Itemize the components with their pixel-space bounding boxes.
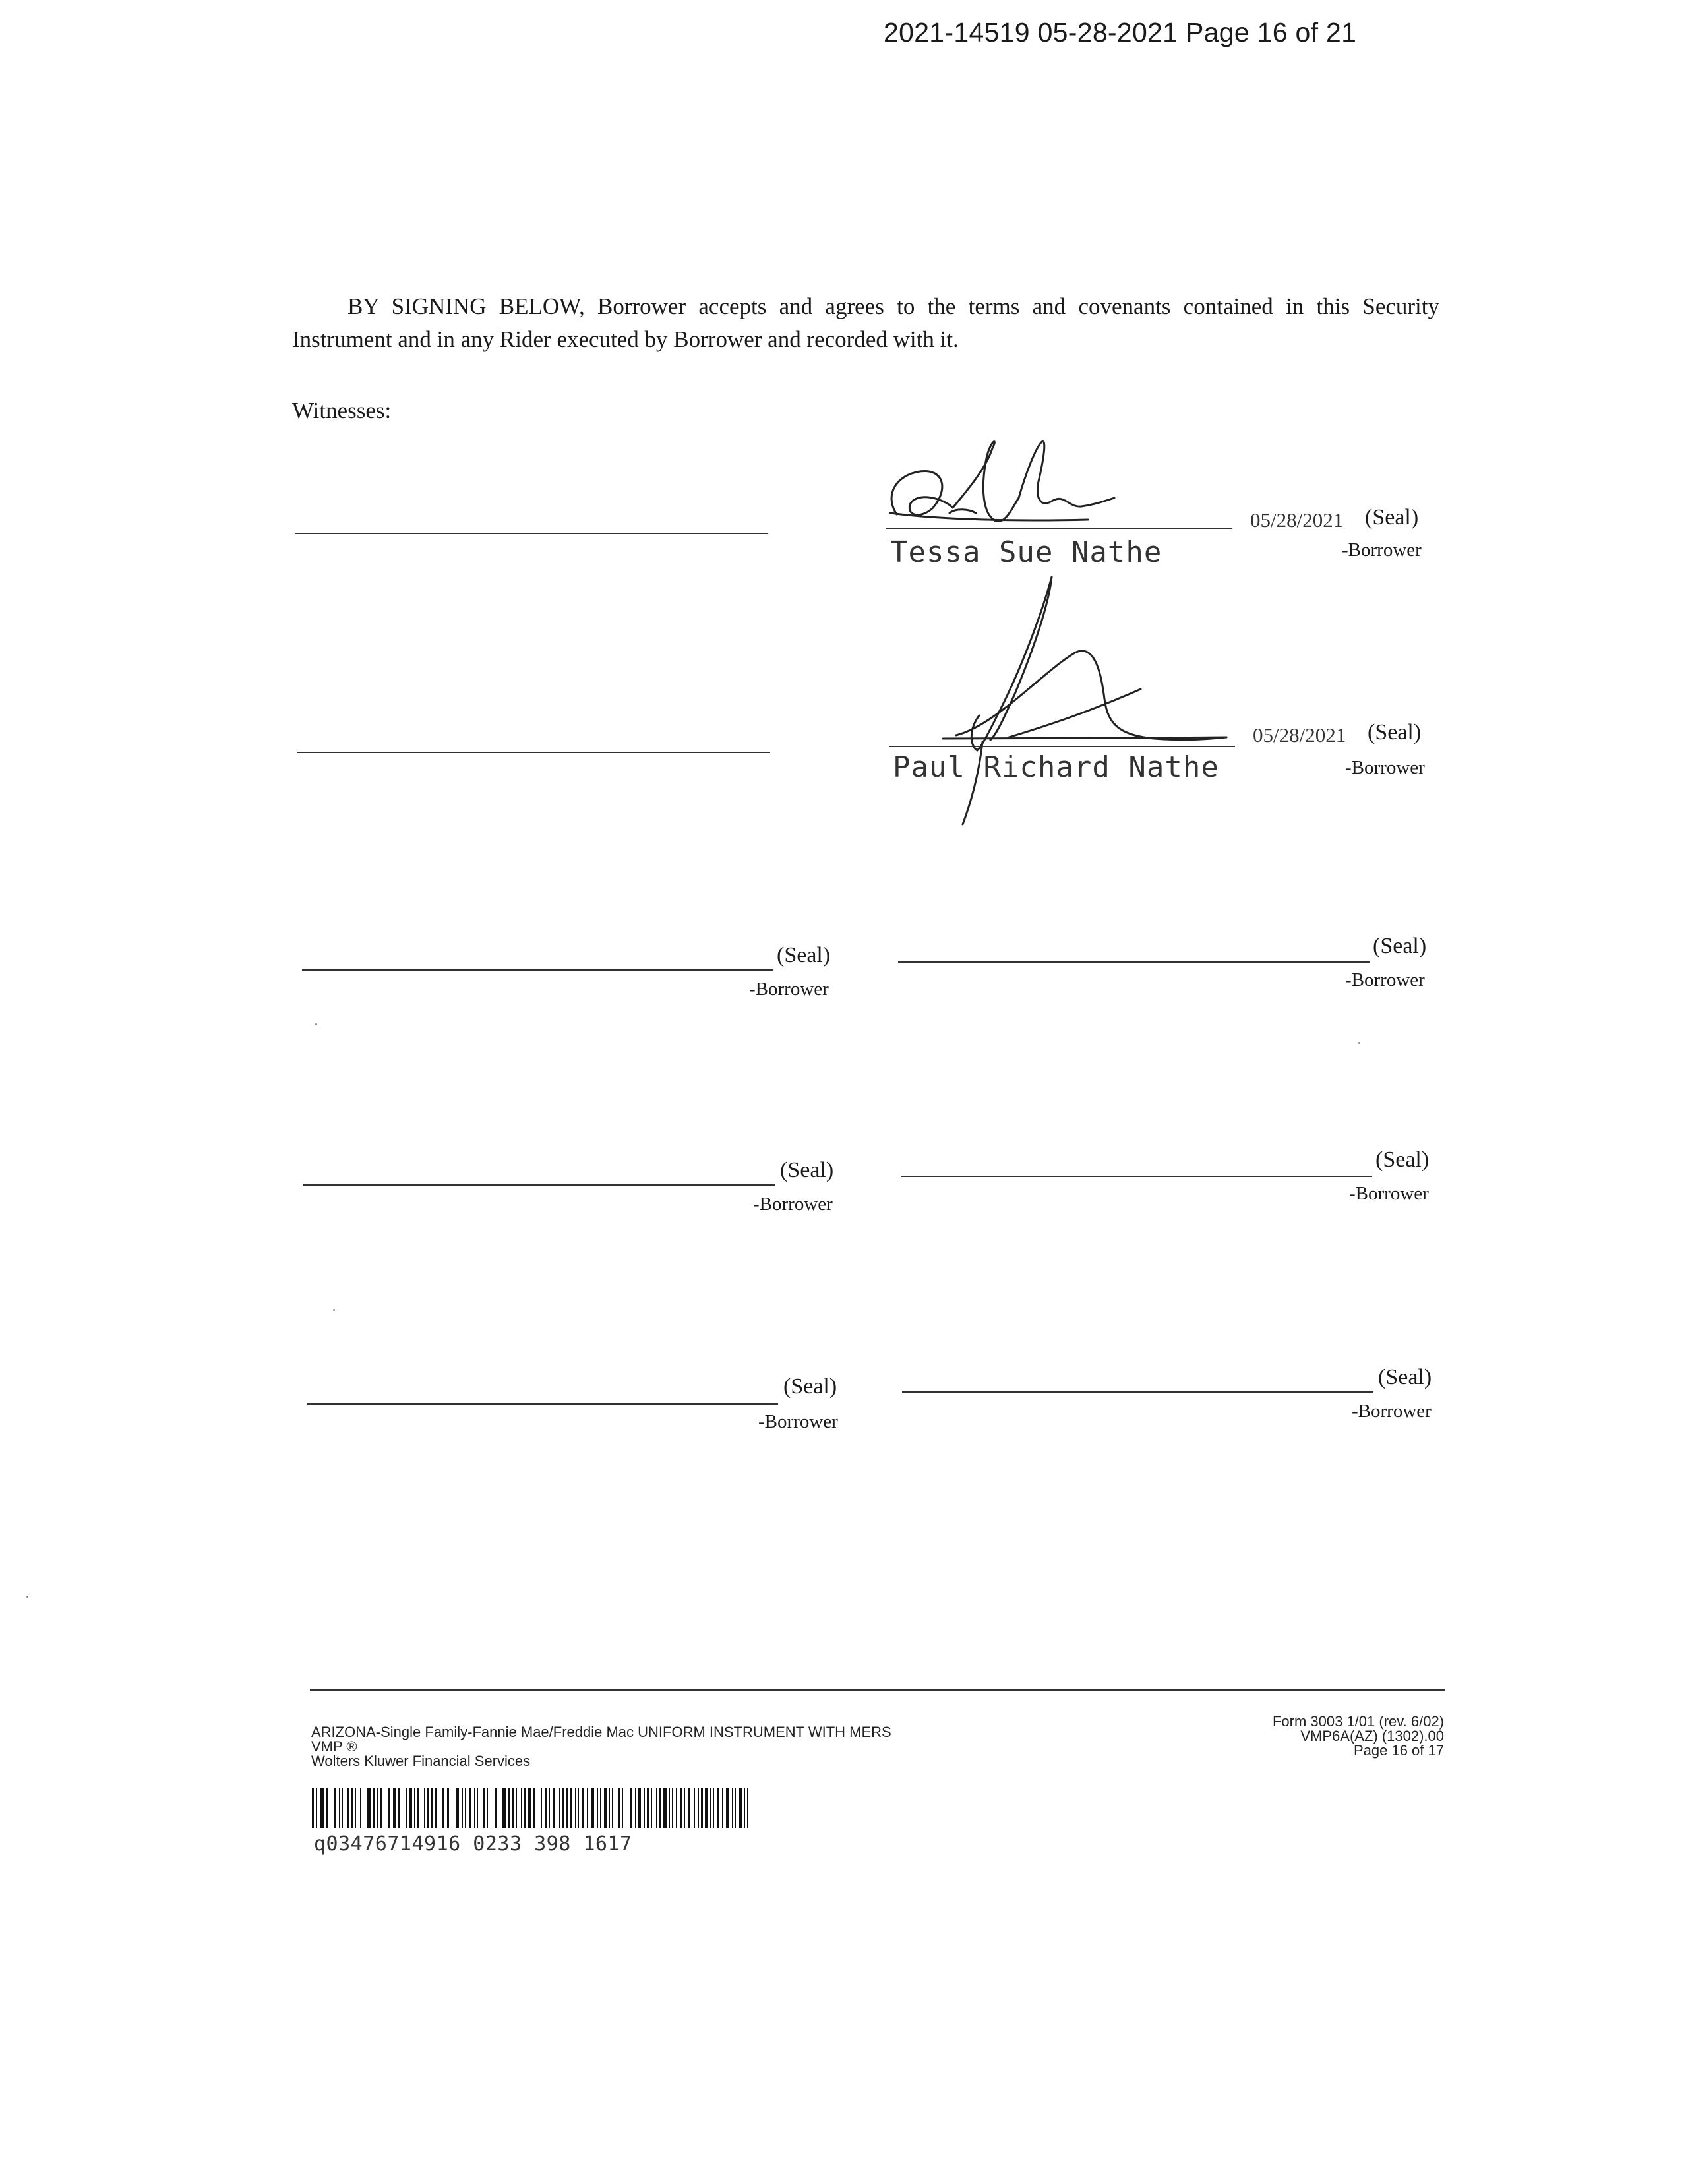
barcode-bar: [604, 1788, 607, 1828]
barcode-bar: [355, 1788, 356, 1828]
barcode-bar: [465, 1788, 466, 1828]
barcode-bar: [502, 1788, 506, 1828]
barcode-bar: [427, 1788, 429, 1828]
barcode-bar: [483, 1788, 485, 1828]
footer-right: [1273, 1714, 1444, 1758]
signer1-role: -Borrower: [1342, 539, 1422, 561]
signer2-date: 05/28/2021: [1253, 723, 1346, 746]
barcode-bar: [587, 1788, 588, 1828]
barcode-bar: [676, 1788, 677, 1828]
barcode-bar: [533, 1788, 535, 1828]
barcode-bar: [705, 1788, 708, 1828]
barcode-bar: [360, 1788, 361, 1828]
scan-speck: [315, 1023, 317, 1025]
barcode-bar: [680, 1788, 682, 1828]
paul-signature: [917, 574, 1233, 831]
barcode-bar: [559, 1788, 560, 1828]
witness-line-2: [297, 752, 770, 753]
barcode-bar: [600, 1788, 601, 1828]
barcode-bar: [424, 1788, 425, 1828]
barcode-bar: [512, 1788, 514, 1828]
signer1-printed-name: Tessa Sue Nathe: [890, 535, 1162, 569]
barcode-bar: [521, 1788, 522, 1828]
barcode-bar: [545, 1788, 547, 1828]
barcode-bar: [575, 1788, 576, 1828]
barcode-bar: [618, 1788, 620, 1828]
barcode-bar: [398, 1788, 400, 1828]
blank-seal: (Seal): [1378, 1365, 1432, 1389]
barcode-bar: [377, 1788, 378, 1828]
blank-line: [302, 969, 773, 971]
blank-role: -Borrower: [1349, 1183, 1429, 1204]
barcode-bar: [508, 1788, 510, 1828]
barcode-bar: [744, 1788, 745, 1828]
barcode-bar: [549, 1788, 550, 1828]
signer2-seal: (Seal): [1368, 720, 1422, 744]
blank-line: [901, 1176, 1372, 1177]
footer-publisher: Wolters Kluwer Financial Services: [311, 1753, 531, 1769]
blank-line: [307, 1403, 778, 1405]
footer-vmp: VMP ®: [311, 1738, 357, 1755]
barcode-bar: [409, 1788, 412, 1828]
blank-seal: (Seal): [780, 1158, 834, 1182]
barcode-bar: [735, 1788, 736, 1828]
recording-header: 2021-14519 05-28-2021 Page 16 of 21: [884, 17, 1357, 47]
intro-paragraph: BY SIGNING BELOW, Borrower accepts and agrees to the terms and covenants contained in this Security Instrument and in any Rider executed by Borrower and recorded with it.: [292, 293, 1439, 352]
barcode-bar: [672, 1788, 673, 1828]
barcode-bar: [713, 1788, 714, 1828]
signer1-date: 05/28/2021: [1250, 508, 1344, 531]
barcode-bar: [528, 1788, 531, 1828]
barcode-bar: [316, 1788, 317, 1828]
barcode-bar: [447, 1788, 449, 1828]
blank-seal: (Seal): [1373, 934, 1427, 958]
scan-speck: [333, 1309, 335, 1311]
barcode-bar: [566, 1788, 568, 1828]
footer-divider: [310, 1689, 1445, 1691]
barcode-bar: [373, 1788, 375, 1828]
barcode-bar: [367, 1788, 371, 1828]
footer-instrument-title: ARIZONA-Single Family-Fannie Mae/Freddie Mac UNIFORM INSTRUMENT WITH MERS: [311, 1724, 891, 1740]
barcode-bar: [669, 1788, 670, 1828]
barcode-bar: [342, 1788, 343, 1828]
barcode-bar: [442, 1788, 444, 1828]
barcode-bar: [578, 1788, 579, 1828]
barcode-bar: [406, 1788, 407, 1828]
barcode-bar: [474, 1788, 475, 1828]
barcode-bar: [651, 1788, 652, 1828]
barcode-bar: [339, 1788, 340, 1828]
blank-line: [902, 1391, 1373, 1393]
blank-role: -Borrower: [1352, 1401, 1432, 1422]
barcode-bar: [659, 1788, 661, 1828]
barcode-bar: [516, 1788, 517, 1828]
barcode-bar: [622, 1788, 623, 1828]
blank-line: [303, 1184, 775, 1186]
barcode-number: q03476714916 0233 398 1617: [314, 1833, 632, 1856]
blank-role: -Borrower: [753, 1194, 833, 1215]
blank-seal: (Seal): [1375, 1147, 1430, 1172]
barcode-bar: [609, 1788, 610, 1828]
barcode-bar: [326, 1788, 328, 1828]
barcode-bar: [582, 1788, 584, 1828]
blank-seal: (Seal): [783, 1374, 837, 1399]
witnesses-label: Witnesses:: [292, 398, 392, 423]
blank-role: -Borrower: [758, 1411, 838, 1432]
signer2-printed-name: Paul Richard Nathe: [893, 750, 1219, 784]
barcode-bar: [635, 1788, 636, 1828]
barcode: [312, 1788, 755, 1828]
barcode-bar: [597, 1788, 598, 1828]
blank-role: -Borrower: [749, 979, 829, 1000]
barcode-bar: [495, 1788, 497, 1828]
barcode-bar: [570, 1788, 572, 1828]
barcode-bar: [541, 1788, 542, 1828]
barcode-bar: [380, 1788, 382, 1828]
scan-speck: [26, 1596, 28, 1598]
barcode-bar: [701, 1788, 703, 1828]
barcode-bar: [320, 1788, 324, 1828]
barcode-bar: [414, 1788, 415, 1828]
signer2-line: [889, 746, 1235, 747]
barcode-bar: [747, 1788, 748, 1828]
barcode-bar: [630, 1788, 632, 1828]
barcode-bar: [469, 1788, 471, 1828]
barcode-bar: [739, 1788, 742, 1828]
barcode-bar: [388, 1788, 390, 1828]
barcode-bar: [726, 1788, 729, 1828]
barcode-bar: [487, 1788, 488, 1828]
blank-seal: (Seal): [777, 943, 831, 967]
barcode-bar: [456, 1788, 459, 1828]
barcode-bar: [351, 1788, 353, 1828]
signer1-line: [886, 528, 1232, 529]
barcode-bar: [694, 1788, 695, 1828]
barcode-bar: [431, 1788, 433, 1828]
signer2-role: -Borrower: [1345, 757, 1425, 778]
barcode-bar: [698, 1788, 699, 1828]
footer-page-number: Page 16 of 17: [1353, 1742, 1444, 1759]
witness-line-1: [295, 533, 768, 534]
footer-left: [311, 1725, 891, 1769]
barcode-bar: [684, 1788, 685, 1828]
barcode-bar: [688, 1788, 690, 1828]
barcode-bar: [417, 1788, 419, 1828]
barcode-bar: [647, 1788, 649, 1828]
blank-role: -Borrower: [1345, 969, 1425, 990]
footer-vmp-code: VMP6A(AZ) (1302).00: [1300, 1728, 1444, 1744]
barcode-bar: [553, 1788, 555, 1828]
barcode-bar: [663, 1788, 667, 1828]
barcode-bar: [710, 1788, 711, 1828]
barcode-bar: [644, 1788, 645, 1828]
barcode-bar: [717, 1788, 719, 1828]
barcode-bar: [722, 1788, 723, 1828]
barcode-bar: [334, 1788, 336, 1828]
barcode-bar: [477, 1788, 478, 1828]
scan-speck: [1358, 1042, 1360, 1044]
barcode-bar: [393, 1788, 396, 1828]
footer-form-number: Form 3003 1/01 (rev. 6/02): [1272, 1713, 1444, 1730]
barcode-bar: [524, 1788, 526, 1828]
barcode-bar: [638, 1788, 641, 1828]
barcode-bar: [732, 1788, 733, 1828]
barcode-bar: [435, 1788, 437, 1828]
barcode-bar: [312, 1788, 314, 1828]
barcode-bar: [612, 1788, 613, 1828]
signer1-seal: (Seal): [1365, 505, 1419, 530]
blank-line: [898, 961, 1370, 963]
barcode-bar: [347, 1788, 349, 1828]
barcode-bar: [462, 1788, 463, 1828]
barcode-bar: [656, 1788, 657, 1828]
barcode-bar: [591, 1788, 594, 1828]
barcode-bar: [562, 1788, 564, 1828]
